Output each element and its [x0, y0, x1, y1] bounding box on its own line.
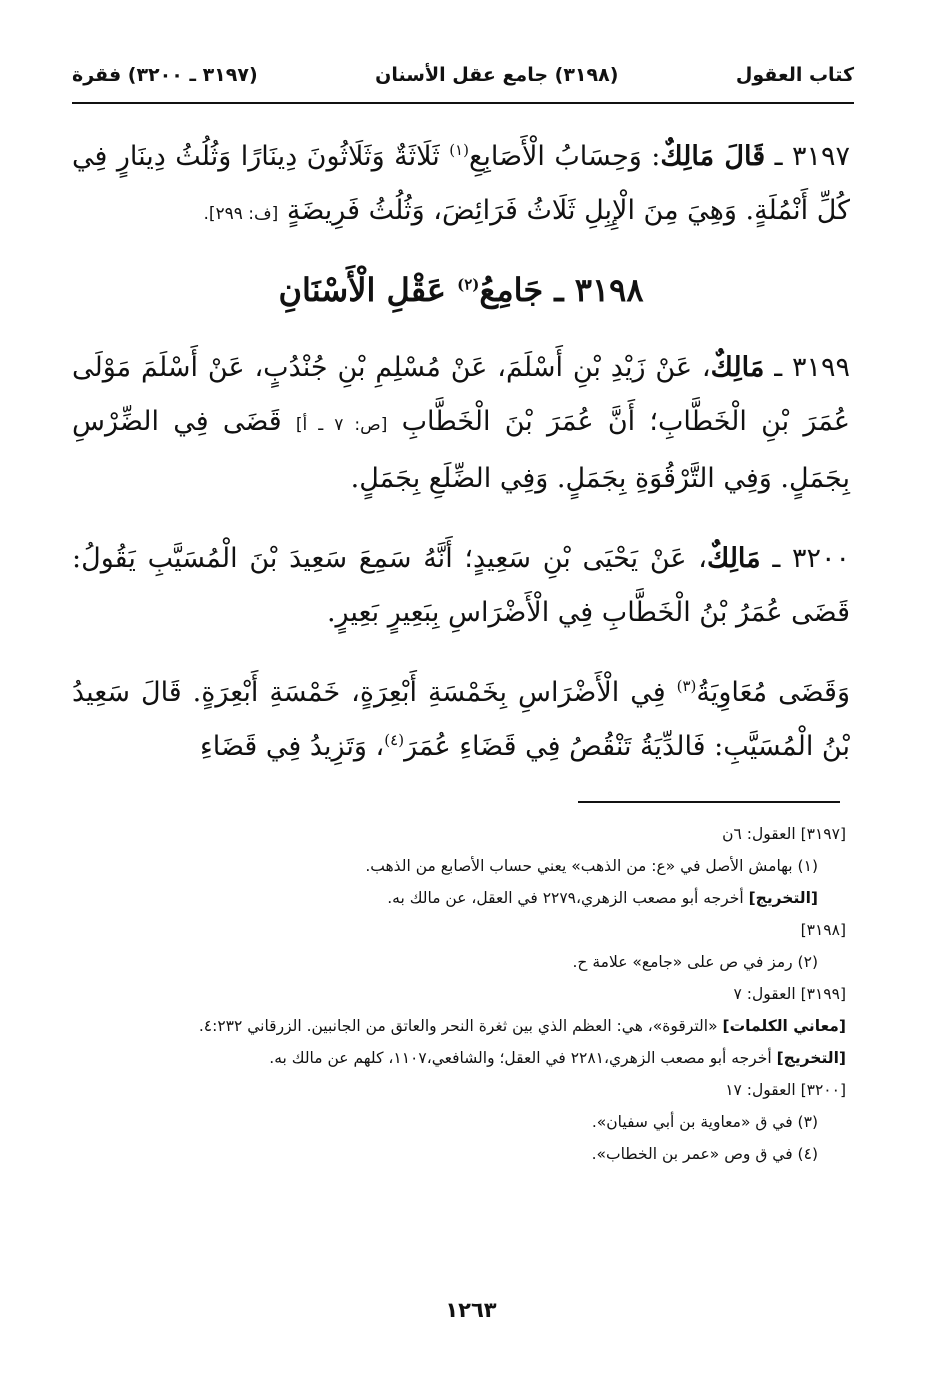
footnote-ref: (١) — [449, 141, 469, 159]
page-number: ١٢٦٣ — [445, 1298, 497, 1322]
footnotes — [80, 818, 846, 1170]
note-text: أخرجه أبو مصعب الزهري،٢٢٧٩ في العقل، عن مالك به. — [387, 889, 749, 907]
paragraph-muawiya — [72, 666, 850, 774]
manuscript-marker: [ص: ٧ ـ أ] — [295, 415, 388, 435]
hadith-number: ٣٢٠٠ ـ — [772, 543, 850, 574]
note-text: «الترقوة»، هي: العظم الذي بين ثغرة النحر والعاتق من الجانبين. الزرقاني ٤:٢٣٢. — [198, 1017, 723, 1035]
hadith-text: : وَحِسَابُ الْأَصَابِعِ — [468, 141, 661, 172]
note-label: [التخريج] — [776, 1049, 846, 1067]
header-chapter-title: (٣١٩٨) جامع عقل الأسنان — [375, 64, 619, 86]
note-label: [معاني الكلمات] — [722, 1017, 846, 1035]
note-text: أخرجه أبو مصعب الزهري،٢٢٨١ في العقل؛ والشافعي،١١٠٧، كلهم عن مالك به. — [269, 1049, 777, 1067]
hadith-number: ٣١٩٧ ـ — [774, 141, 850, 172]
footnote: (٢) رمز في ص على «جامع» علامة ح. — [572, 953, 818, 971]
takhrij-note — [80, 882, 846, 914]
note-heading: [٣١٩٩] العقول: ٧ — [733, 985, 846, 1003]
manuscript-marker: [ف: ٢٩٩]. — [203, 204, 279, 224]
note-heading: [٣٢٠٠] العقول: ١٧ — [725, 1081, 846, 1099]
hadith-text: قَضَى فِي الضِّرْسِ بِجَمَلٍ. وَفِي التَّرْقُوَةِ بِجَمَلٍ. وَفِي الضِّلَعِ بِجَمَلٍ. — [72, 406, 850, 494]
footnote: (٤) في ق وص «عمر بن الخطاب». — [591, 1145, 818, 1163]
narrator-name: مَالِكٌ — [706, 543, 761, 574]
hadith-text: ، عَنْ يَحْيَى بْنِ سَعِيدٍ؛ أَنَّهُ سَمِعَ سَعِيدَ بْنَ الْمُسَيَّبِ يَقُولُ: قَضَى عُمَرُ بْنُ الْخَطَّابِ فِي الْأَضْرَاسِ بِبَعِيرٍ بَعِيرٍ. — [72, 543, 850, 628]
body-text: وَقَضَى مُعَاوِيَةُ — [696, 677, 850, 708]
footnote: (٣) في ق «معاوية بن أبي سفيان». — [591, 1113, 818, 1131]
header-divider — [72, 102, 854, 104]
hadith-text: ، عَنْ زَيْدِ بْنِ أَسْلَمَ، عَنْ مُسْلِمِ بْنِ جُنْدُبٍ، عَنْ أَسْلَمَ مَوْلَى عُمَرَ بْنِ الْخَطَّابِ؛ أَنَّ عُمَرَ بْنَ الْخَطَّابِ — [72, 352, 850, 437]
running-header — [72, 58, 854, 92]
note-heading: [٣١٩٨] — [800, 921, 846, 939]
hadith-3200 — [72, 532, 850, 640]
hadith-text: ثَلَاثَةٌ وَثَلَاثُونَ دِينَارًا وَثُلُثُ دِينَارٍ فِي كُلِّ أَنْمُلَةٍ. وَهِيَ مِنَ الْإِبِلِ ثَلَاثُ فَرَائِضَ، وَثُلُثُ فَرِيضَةٍ — [72, 141, 850, 226]
footnote-ref: (٢) — [457, 275, 480, 294]
footnote-ref: (٤) — [384, 731, 405, 749]
chapter-title: ٣١٩٨ ـ جَامِعُ — [479, 271, 644, 309]
header-paragraph-range: (٣١٩٧ ـ ٣٢٠٠) فقرة — [72, 64, 258, 86]
chapter-heading — [72, 263, 850, 317]
hadith-3199 — [72, 341, 850, 506]
narrator-name: قَالَ مَالِكٌ — [660, 141, 766, 172]
glossary-note — [80, 1010, 846, 1042]
body-text: فِي الْأَضْرَاسِ بِخَمْسَةِ أَبْعِرَةٍ، خَمْسَةِ أَبْعِرَةٍ. قَالَ سَعِيدُ بْنُ الْمُسَيَّبِ: فَالدِّيَةُ تَنْقُصُ فِي قَضَاءِ عُمَرَ — [72, 677, 850, 762]
hadith-number: ٣١٩٩ ـ — [774, 352, 850, 383]
note-heading: [٣١٩٧] العقول: ٦ن — [722, 825, 846, 843]
body-text: ، وَتَزِيدُ فِي قَضَاءِ — [200, 731, 385, 762]
footnote-ref: (٣) — [676, 677, 697, 695]
takhrij-note — [80, 1042, 846, 1074]
chapter-title: عَقْلِ الْأَسْنَانِ — [278, 271, 458, 309]
main-text — [72, 130, 850, 774]
footnote: (١) بهامش الأصل في «ع: من الذهب» يعني حساب الأصابع من الذهب. — [365, 857, 818, 875]
narrator-name: مَالِكٌ — [710, 352, 765, 383]
footnote-divider — [578, 801, 840, 803]
note-label: [التخريج] — [748, 889, 818, 907]
hadith-3197 — [72, 130, 850, 241]
header-book-title: كتاب العقول — [735, 64, 854, 86]
